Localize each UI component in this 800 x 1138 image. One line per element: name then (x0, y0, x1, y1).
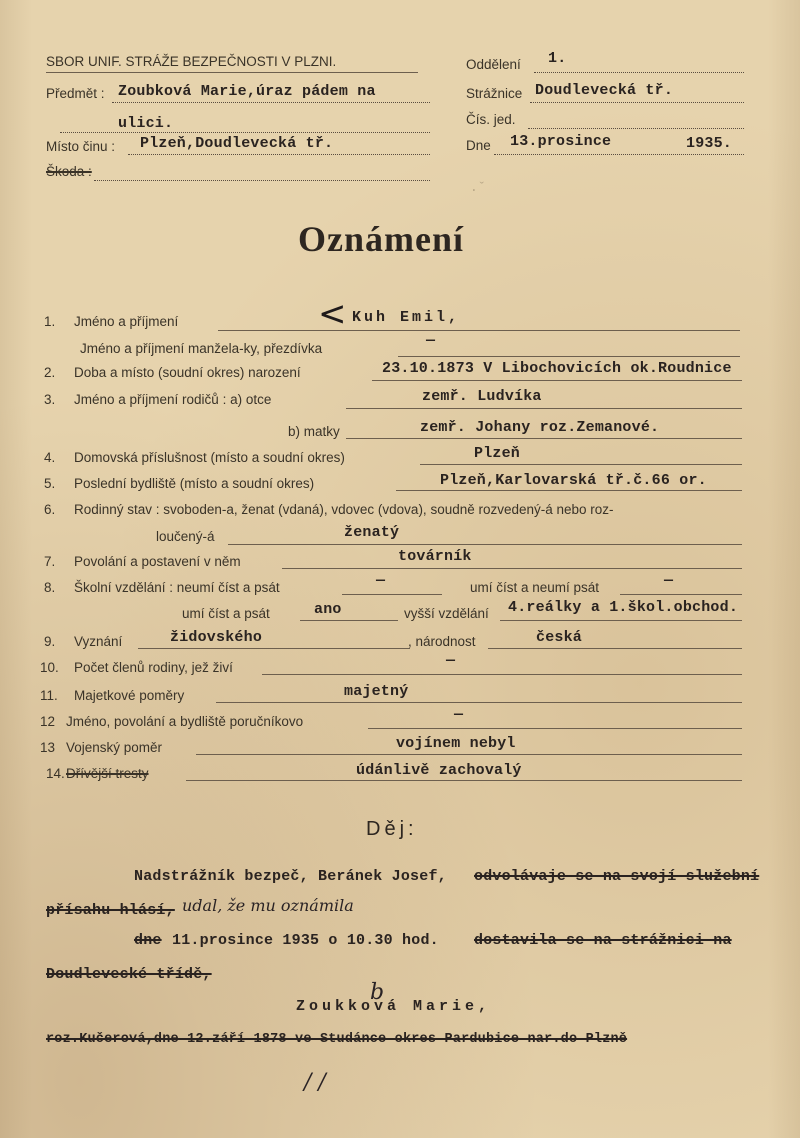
field-8b-label: umí číst a psát (182, 606, 270, 621)
subject-value-2: ulici. (118, 115, 174, 132)
field-9-label: Vyznání (74, 634, 123, 649)
field-14-label: Dřívější tresty (66, 766, 149, 781)
year-value: 1935. (686, 135, 733, 152)
field-6-line (228, 544, 742, 545)
place-dots (128, 154, 430, 155)
field-13-label: Vojenský poměr (66, 740, 163, 755)
field-5-value: Plzeň,Karlovarská tř.č.66 or. (440, 472, 707, 489)
date-value: 13.prosince (510, 133, 612, 150)
field-13-line (196, 754, 742, 755)
field-10-label: Počet členů rodiny, jež živí (74, 660, 233, 675)
field-2-number: 2. (44, 365, 56, 380)
field-8-label: Školní vzdělání : neumí číst a psát (74, 580, 280, 595)
field-8b-value: ano (314, 601, 342, 618)
narrative-line-1-struck: odvolávaje se na svojí služební (474, 868, 760, 885)
field-9-value: židovského (170, 629, 263, 646)
field-9-number: 9. (44, 634, 56, 649)
field-3-value: zemř. Ludvíka (422, 388, 542, 405)
field-8-label-2: umí číst a neumí psát (470, 580, 600, 595)
field-6b-label: loučený-á (156, 529, 215, 544)
narrative-line-1: Nadstrážník bezpeč, Beránek Josef, (134, 868, 447, 885)
field-1-label: Jméno a příjmení (74, 314, 179, 329)
field-14-value: údánlivě zachovalý (356, 762, 522, 779)
field-3b-line (346, 438, 742, 439)
narrative-line-4-struck: Doudlevecké třídě, (46, 966, 212, 983)
field-8-line-b (620, 594, 742, 595)
place-label: Místo činu : (46, 139, 116, 154)
date-label: Dne (466, 138, 491, 153)
field-13-value: vojínem nebyl (396, 735, 516, 752)
ref-label: Čís. jed. (466, 112, 516, 127)
field-8-dash-2: — (664, 572, 674, 589)
field-2-label: Doba a místo (soudní okres) narození (74, 365, 301, 380)
dept-dots (534, 72, 744, 73)
field-8b-label-2: vyšší vzdělání (404, 606, 489, 621)
field-4-label: Domovská příslušnost (místo a soudní okres) (74, 450, 345, 465)
field-5-label: Poslední bydliště (místo a soudní okres) (74, 476, 315, 491)
field-12-value: — (454, 706, 464, 723)
field-14-line (186, 780, 742, 781)
field-8b-line-b (500, 620, 742, 621)
field-1-value: Kuh Emil, (352, 309, 461, 326)
dept-value: 1. (548, 50, 567, 67)
narrative-line-2-handwritten: udal, že mu oznámila (182, 896, 354, 915)
date-dots (494, 154, 744, 155)
field-8b-line-a (300, 620, 398, 621)
field-3b-value: zemř. Johany roz.Zemanové. (420, 419, 660, 436)
field-10-number: 10. (40, 660, 59, 675)
field-3-line (346, 408, 742, 409)
bleed-through: ˇ. (470, 180, 486, 195)
field-3b-label: b) matky (288, 424, 340, 439)
field-7-value: továrník (398, 548, 472, 565)
narrative-line-3-struck-a: dne (134, 932, 162, 949)
field-10-value: — (446, 652, 456, 669)
field-8b-value-2: 4.reálky a 1.škol.obchod. (508, 599, 739, 616)
field-11-line (216, 702, 742, 703)
field-10-line (262, 674, 742, 675)
narrative-line-3-struck-b: dostavila se na strážnici na (474, 932, 732, 949)
field-1b-label: Jméno a příjmení manžela-ky, přezdívka (80, 341, 323, 356)
field-6-number: 6. (44, 502, 56, 517)
field-1b-value: — (426, 332, 436, 349)
field-11-label: Majetkové poměry (74, 688, 185, 703)
subject-dots (112, 102, 430, 103)
subject-label: Předmět : (46, 86, 105, 101)
field-6-label: Rodinný stav : svoboden-a, ženat (vdaná), vdovec (vdova), soudně rozvedený-á nebo roz- (74, 502, 614, 517)
field-1-number: 1. (44, 314, 56, 329)
org-underline (46, 72, 418, 73)
dept-label: Oddělení (466, 57, 521, 72)
narrative-line-2-struck: přísahu hlásí, (46, 902, 175, 919)
field-1b-line (398, 356, 740, 357)
field-2-line (372, 380, 742, 381)
field-7-line (282, 568, 742, 569)
narrative-line-7: / / (304, 1070, 326, 1095)
field-2-value: 23.10.1873 V Libochovicích ok.Roudnice (382, 360, 732, 377)
field-7-label: Povolání a postavení v něm (74, 554, 241, 569)
org-name: SBOR UNIF. STRÁŽE BEZPEČNOSTI V PLZNI. (46, 54, 337, 69)
field-4-value: Plzeň (474, 445, 521, 462)
field-9-label-2: , národnost (408, 634, 476, 649)
field-9-value-2: česká (536, 629, 583, 646)
field-8-line-a (342, 594, 442, 595)
damage-label: Škoda : (46, 164, 92, 179)
station-dots (530, 102, 744, 103)
bracket-mark: < (318, 294, 347, 334)
narrative-line-6-struck: roz.Kučerová,dne 12.září 1878 ve Studánce okres Pardubice nar.do Plzně (46, 1032, 628, 1047)
field-1-line (218, 330, 740, 331)
page-title: Oznámení (298, 219, 464, 259)
field-3-label: Jméno a příjmení rodičů : a) otce (74, 392, 272, 407)
subject-dots-2 (60, 132, 430, 133)
field-5-number: 5. (44, 476, 56, 491)
station-value: Doudlevecká tř. (535, 82, 674, 99)
field-14-number: 14. (46, 766, 65, 781)
field-9-line-b (488, 648, 742, 649)
narrative-line-3: 11.prosince 1935 o 10.30 hod. (172, 932, 439, 949)
field-9-line-a (138, 648, 410, 649)
station-label: Strážnice (466, 86, 523, 101)
subject-value: Zoubková Marie,úraz pádem na (118, 83, 376, 100)
field-12-label: Jméno, povolání a bydliště poručníkovo (66, 714, 304, 729)
ref-dots (528, 128, 744, 129)
field-11-value: majetný (344, 683, 409, 700)
narrative-line-5: Zoukková Marie, (296, 998, 492, 1015)
damage-dots (94, 180, 430, 181)
place-value: Plzeň,Doudlevecká tř. (140, 135, 334, 152)
field-12-line (368, 728, 742, 729)
section-heading: Děj: (366, 818, 418, 840)
field-12-number: 12 (40, 714, 56, 729)
field-11-number: 11. (40, 688, 58, 703)
field-3-number: 3. (44, 392, 56, 407)
narrative-line-5-handwritten: b (370, 980, 385, 1005)
field-6-value: ženatý (344, 524, 400, 541)
field-7-number: 7. (44, 554, 56, 569)
field-13-number: 13 (40, 740, 56, 755)
field-4-number: 4. (44, 450, 56, 465)
field-5-line (396, 490, 742, 491)
field-8-number: 8. (44, 580, 56, 595)
field-8-dash: — (376, 572, 386, 589)
field-4-line (420, 464, 742, 465)
